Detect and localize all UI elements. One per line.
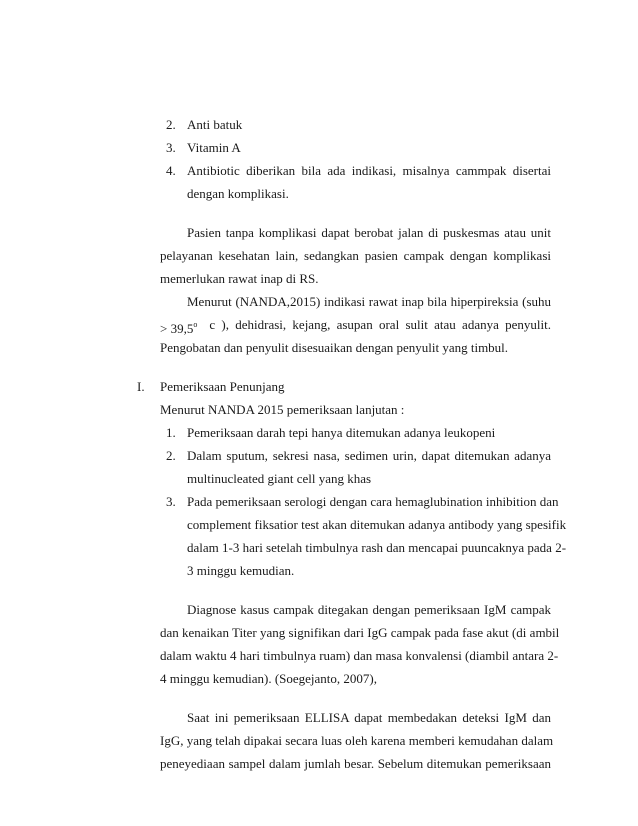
paragraph-line: Pengobatan dan penyulit disesuaikan dengan penyulit yang timbul. xyxy=(160,340,509,355)
list-number: 4. xyxy=(166,163,176,178)
paragraph-line xyxy=(160,316,551,338)
paragraph-line-rest: c ), dehidrasi, kejang, asupan oral sulit atau adanya penyulit. xyxy=(209,317,551,332)
list-number: 3. xyxy=(166,140,176,155)
temperature-value: > $39,5^o$ xyxy=(160,320,198,336)
list-item-text: dengan komplikasi. xyxy=(187,186,289,201)
paragraph-line: memerlukan rawat inap di RS. xyxy=(160,271,319,286)
list-number: 3. xyxy=(166,494,176,509)
list-item-text: Vitamin A xyxy=(187,140,241,155)
list-item-text: Anti batuk xyxy=(187,117,243,132)
paragraph-line: dan kenaikan Titer yang signifikan dari IgG campak pada fase akut (di ambil xyxy=(160,625,560,640)
paragraph-line: Diagnose kasus campak ditegakan dengan pemeriksaan IgM campak xyxy=(187,602,551,617)
list-number: 2. xyxy=(166,117,176,132)
list-item-text: dalam 1-3 hari setelah timbulnya rash dan mencapai puuncaknya pada 2- xyxy=(187,540,567,555)
paragraph-line: Menurut (NANDA,2015) indikasi rawat inap bila hiperpireksia (suhu xyxy=(187,294,551,309)
section-title: Pemeriksaan Penunjang xyxy=(160,379,285,394)
paragraph-line: pelayanan kesehatan lain, sedangkan pasien campak dengan komplikasi xyxy=(160,248,551,263)
list-item-text: Pemeriksaan darah tepi hanya ditemukan adanya leukopeni xyxy=(187,425,496,440)
paragraph-line: Saat ini pemeriksaan ELLISA dapat membedakan deteksi IgM dan xyxy=(187,710,551,725)
list-item-text: Pada pemeriksaan serologi dengan cara hemaglubination inhibition dan xyxy=(187,494,559,509)
list-item-text: complement fiksatior test akan ditemukan adanya antibody yang spesifik xyxy=(187,517,567,532)
section-intro: Menurut NANDA 2015 pemeriksaan lanjutan : xyxy=(160,402,405,417)
list-item-text: 3 minggu kemudian. xyxy=(187,563,295,578)
list-number: 1. xyxy=(166,425,176,440)
list-item-text: Antibiotic diberikan bila ada indikasi, misalnya cammpak disertai xyxy=(187,163,551,178)
paragraph-line: Pasien tanpa komplikasi dapat berobat jalan di puskesmas atau unit xyxy=(187,225,551,240)
list-item-text: multinucleated giant cell yang khas xyxy=(187,471,372,486)
paragraph-line: 4 minggu kemudian). (Soegejanto, 2007), xyxy=(160,671,377,686)
paragraph-line: IgG, yang telah dipakai secara luas oleh karena memberi kemudahan dalam xyxy=(160,733,554,748)
list-item-text: Dalam sputum, sekresi nasa, sedimen urin, dapat ditemukan adanya xyxy=(187,448,551,463)
section-marker: I. xyxy=(137,379,145,394)
paragraph-line: dalam waktu 4 hari timbulnya ruam) dan masa konvalensi (diambil antara 2- xyxy=(160,648,559,663)
list-number: 2. xyxy=(166,448,176,463)
paragraph-line: peneyediaan sampel dalam jumlah besar. Sebelum ditemukan pemeriksaan xyxy=(160,756,551,771)
